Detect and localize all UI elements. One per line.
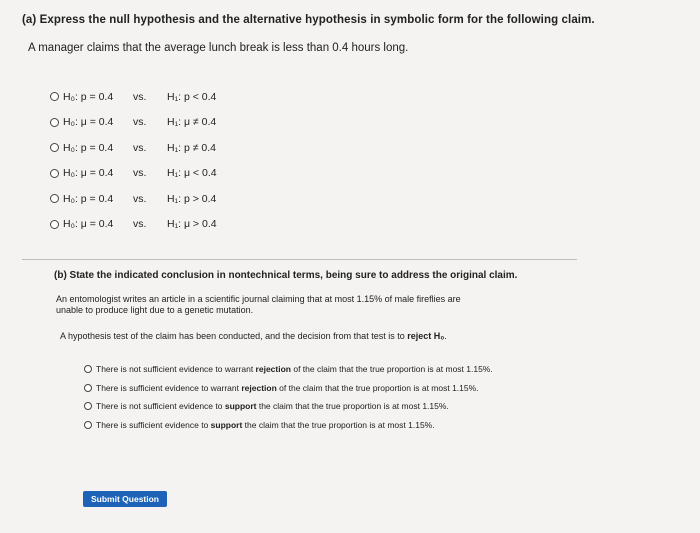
alt-hypothesis: H₁: p ≠ 0.4	[167, 141, 216, 154]
submit-question-button[interactable]: Submit Question	[83, 491, 167, 507]
option-text-bold: rejection	[241, 382, 277, 393]
part-a-option-3[interactable]	[50, 135, 217, 161]
part-a-option-4[interactable]	[50, 161, 217, 187]
radio-button[interactable]	[50, 92, 59, 101]
option-text-post: of the claim that the true proportion is at most 1.15%.	[276, 382, 479, 393]
option-text-pre: There is not sufficient evidence to	[96, 401, 225, 411]
vs-label: vs.	[133, 192, 147, 205]
part-b-scenario	[56, 294, 561, 316]
null-hypothesis: H₀: p = 0.4	[63, 192, 114, 205]
scenario-line-2: unable to produce light due to a genetic mutation.	[56, 305, 254, 315]
null-hypothesis: H₀: p = 0.4	[63, 90, 114, 103]
decision-emphasis: reject H₀	[407, 331, 445, 341]
part-b-options	[84, 364, 574, 438]
radio-button[interactable]	[84, 402, 92, 410]
alt-hypothesis: H₁: μ ≠ 0.4	[167, 116, 217, 129]
vs-label: vs.	[133, 116, 147, 129]
part-a-option-6[interactable]	[50, 212, 217, 238]
option-text	[96, 401, 449, 412]
option-text-post: the claim that the true proportion is at most 1.15%.	[256, 401, 449, 411]
section-divider	[22, 259, 577, 260]
vs-label: vs.	[133, 218, 147, 231]
part-a-options	[50, 84, 217, 237]
part-a-claim: A manager claims that the average lunch break is less than 0.4 hours long.	[28, 42, 409, 54]
null-hypothesis: H₀: μ = 0.4	[63, 218, 114, 231]
radio-button[interactable]	[50, 118, 59, 127]
null-hypothesis: H₀: μ = 0.4	[63, 116, 114, 129]
option-text-post: the claim that the true proportion is at most 1.15%.	[242, 419, 435, 430]
option-text-bold: rejection	[255, 364, 291, 374]
vs-label: vs.	[133, 90, 147, 103]
part-a-title: (a) Express the null hypothesis and the alternative hypothesis in symbolic form for the following claim.	[22, 14, 595, 26]
option-text-pre: There is sufficient evidence to warrant	[96, 382, 242, 393]
radio-button[interactable]	[84, 365, 92, 373]
radio-button[interactable]	[50, 220, 59, 229]
part-a-option-1[interactable]	[50, 84, 217, 110]
vs-label: vs.	[133, 167, 147, 180]
option-text	[96, 420, 435, 431]
option-text	[96, 364, 493, 375]
alt-hypothesis: H₁: μ < 0.4	[167, 167, 217, 180]
option-text-bold: support	[210, 419, 243, 430]
part-b-title: (b) State the indicated conclusion in nontechnical terms, being sure to address the original claim.	[54, 270, 518, 281]
alt-hypothesis: H₁: p > 0.4	[167, 192, 217, 205]
option-text-pre: There is sufficient evidence to	[96, 419, 211, 430]
radio-button[interactable]	[84, 421, 92, 429]
part-a-option-2[interactable]	[50, 110, 217, 136]
part-b-option-2[interactable]	[84, 383, 574, 394]
vs-label: vs.	[133, 141, 147, 154]
decision-text: A hypothesis test of the claim has been conducted, and the decision from that test is to	[60, 331, 408, 341]
option-text-pre: There is not sufficient evidence to warrant	[96, 364, 256, 374]
radio-button[interactable]	[50, 169, 59, 178]
null-hypothesis: H₀: μ = 0.4	[63, 167, 114, 180]
alt-hypothesis: H₁: μ > 0.4	[167, 218, 217, 231]
radio-button[interactable]	[84, 384, 92, 392]
part-a-option-5[interactable]	[50, 186, 217, 212]
option-text-bold: support	[224, 401, 257, 411]
alt-hypothesis: H₁: p < 0.4	[167, 90, 217, 103]
option-text-post: of the claim that the true proportion is at most 1.15%.	[290, 364, 493, 374]
radio-button[interactable]	[50, 143, 59, 152]
part-b-option-3[interactable]	[84, 401, 574, 412]
part-b-option-4[interactable]	[84, 420, 574, 431]
null-hypothesis: H₀: p = 0.4	[63, 141, 114, 154]
part-b-option-1[interactable]	[84, 364, 574, 375]
decision-end: .	[444, 331, 447, 341]
scenario-line-1: An entomologist writes an article in a scientific journal claiming that at most 1.15% of male fireflies are	[56, 294, 461, 304]
option-text	[96, 383, 479, 394]
radio-button[interactable]	[50, 194, 59, 203]
part-b-decision	[60, 331, 447, 341]
